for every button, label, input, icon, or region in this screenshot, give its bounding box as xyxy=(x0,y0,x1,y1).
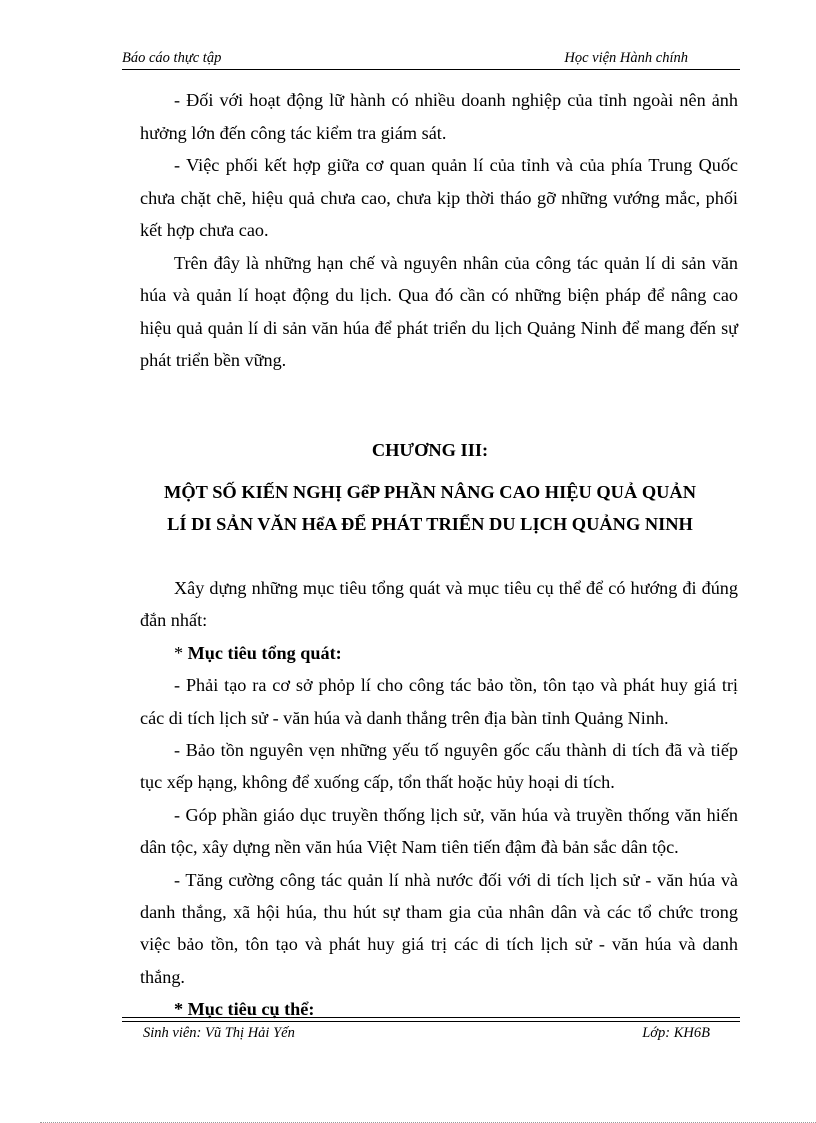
goal-item: - Góp phần giáo dục truyền thống lịch sử, văn húa và truyền thống văn hiến dân tộc, xây dựng nền văn húa Việt Nam tiên tiến đậm đà bản sắc dân tộc. xyxy=(140,804,738,858)
goal-item: - Tăng cường công tác quản lí nhà nước đối với di tích lịch sử - văn húa và danh thắng, xã hội húa, thu hút sự tham gia của nhân dân và các tổ chức trong việc bảo tồn, tôn tạo và phát huy giá trị các di tích lịch sử - văn húa và danh thắng. xyxy=(140,869,738,987)
heading-bullet: * xyxy=(174,642,188,663)
specific-goals-heading: * Mục tiêu cụ thể: xyxy=(174,999,315,1020)
footer-divider xyxy=(122,1021,740,1022)
page-header xyxy=(122,47,740,69)
paragraph: - Việc phối kết hợp giữa cơ quan quản lí của tỉnh và của phía Trung Quốc chưa chặt chẽ, hiệu quả chưa cao, chưa kịp thời tháo gỡ những vướng mắc, phối kết hợp chưa cao. xyxy=(140,155,738,240)
chapter-title-line: MỘT SỐ KIẾN NGHỊ GểP PHẦN NÂNG CAO HIỆU QUẢ QUẢN xyxy=(164,482,696,502)
top-paragraphs xyxy=(140,84,738,377)
header-divider xyxy=(122,69,740,70)
chapter-title xyxy=(100,476,760,540)
goal-item: - Phải tạo ra cơ sở phỏp lí cho công tác bảo tồn, tôn tạo và phát huy giá trị các di tích lịch sử - văn húa và danh thắng trên địa bàn tỉnh Quảng Ninh. xyxy=(140,675,738,728)
header-report-title: Báo cáo thực tập xyxy=(122,50,222,66)
heading-text: Mục tiêu tổng quát: xyxy=(187,642,342,663)
goal-item: - Bảo tồn nguyên vẹn những yếu tố nguyên gốc cấu thành di tích đã và tiếp tục xếp hạng, không để xuống cấp, tổn thất hoặc hủy hoại di tích. xyxy=(140,740,738,793)
intro-paragraph: Xây dựng những mục tiêu tổng quát và mục tiêu cụ thể để có hướng đi đúng đắn nhất: xyxy=(140,578,738,631)
footer-student: Sinh viên: Vũ Thị Hải Yến xyxy=(143,1025,295,1041)
paragraph: Trên đây là những hạn chế và nguyên nhân của công tác quản lí di sản văn húa và quản lí hoạt động du lịch. Qua đó cần có những biện pháp để nâng cao hiệu quả quản lí di sản văn húa để phát triển du lịch Quảng Ninh để mang đến sự phát triển bền vững. xyxy=(140,252,738,370)
chapter-number: CHƯƠNG III: xyxy=(371,440,489,460)
footer-divider xyxy=(122,1017,740,1018)
footer-class: Lớp: KH6B xyxy=(642,1025,710,1041)
header-institution: Học viện Hành chính xyxy=(564,50,688,66)
general-goals-heading xyxy=(140,637,738,669)
paragraph: - Đối với hoạt động lữ hành có nhiều doanh nghiệp của tỉnh ngoài nên ảnh hưởng lớn đến công tác kiểm tra giám sát. xyxy=(140,90,738,143)
chapter-body xyxy=(140,572,738,1026)
chapter-title-line: LÍ DI SẢN VĂN HểA ĐỂ PHÁT TRIỂN DU LỊCH QUẢNG NINH xyxy=(167,514,693,534)
